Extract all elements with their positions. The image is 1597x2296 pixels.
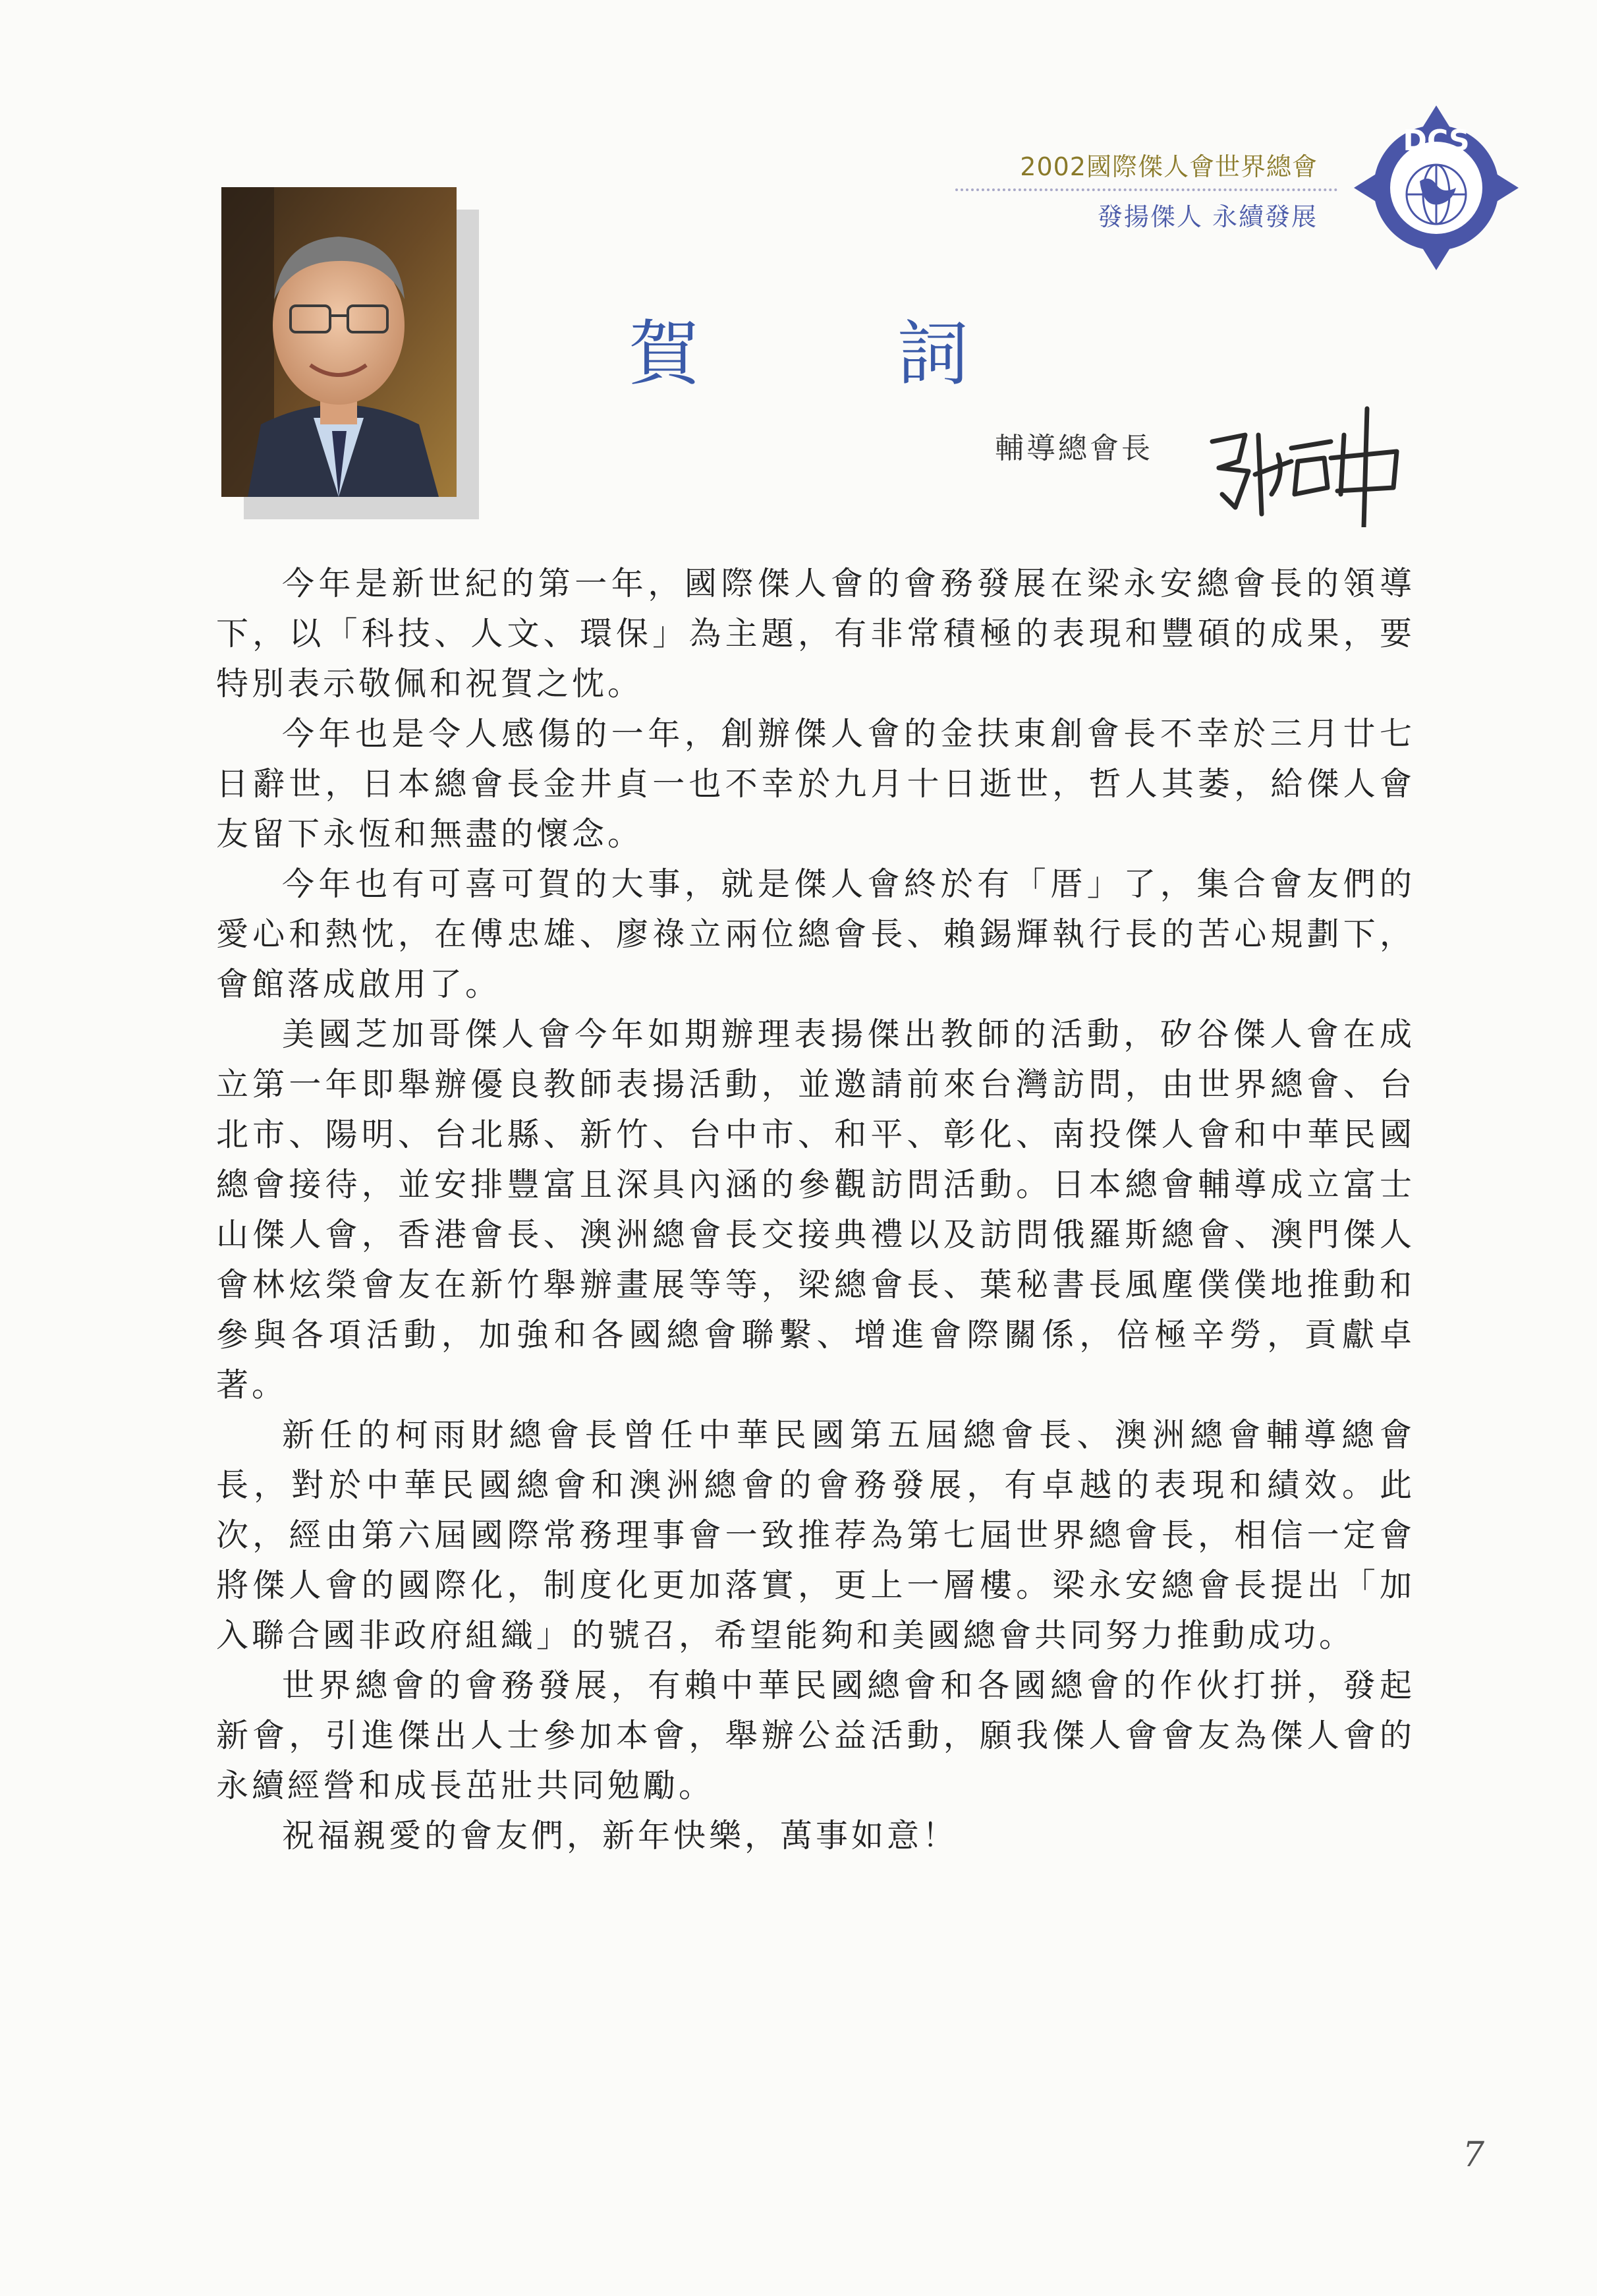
paragraph-6: 世界總會的會務發展，有賴中華民國總會和各國總會的作伙打拼，發起新會，引進傑出人士參加本會，舉辦公益活動，願我傑人會會友為傑人會的永續經營和成長茁壯共同勉勵。	[216, 1667, 1415, 1804]
title-char-2: 詞	[897, 313, 969, 395]
handwritten-signature	[1199, 395, 1416, 527]
header-org-name: 2002國際傑人會世界總會	[1020, 152, 1318, 181]
paragraph-2: 今年也是令人感傷的一年，創辦傑人會的金扶東創會長不幸於三月廿七日辭世，日本總會長金井貞一也不幸於九月十日逝世，哲人其萎，給傑人會友留下永恆和無盡的懷念。	[216, 715, 1415, 853]
page-title	[0, 297, 1597, 399]
author-role: 輔導總會長	[995, 432, 1153, 465]
title-char-1: 賀	[628, 313, 700, 395]
page-number: 7	[1463, 2135, 1485, 2175]
paragraph-1: 今年是新世紀的第一年，國際傑人會的會務發展在梁永安總會長的領導下，以「科技、人文、環保」為主題，有非常積極的表現和豐碩的成果，要特別表示敬佩和祝賀之忱。	[216, 565, 1415, 703]
letter-body	[216, 559, 1415, 1861]
dcs-logo	[1354, 105, 1519, 270]
paragraph-4: 美國芝加哥傑人會今年如期辦理表揚傑出教師的活動，矽谷傑人會在成立第一年即舉辦優良教師表揚活動，並邀請前來台灣訪問，由世界總會、台北市、陽明、台北縣、新竹、台中市、和平、彰化、南投傑人會和中華民國總會接待，並安排豐富且深具內涵的參觀訪問活動。日本總會輔導成立富士山傑人會，香港會長、澳洲總會長交接典禮以及訪問俄羅斯總會、澳門傑人會林炫榮會友在新竹舉辦畫展等等，梁總會長、葉秘書長風塵僕僕地推動和參與各項活動，加強和各國總會聯繫、增進會際關係，倍極辛勞，貢獻卓著。	[216, 1016, 1415, 1404]
paragraph-3: 今年也有可喜可賀的大事，就是傑人會終於有「厝」了，集合會友們的愛心和熱忱，在傅忠雄、廖祿立兩位總會長、賴錫輝執行長的苦心規劃下，會館落成啟用了。	[216, 865, 1415, 1003]
paragraph-7: 祝福親愛的會友們，新年快樂，萬事如意！	[282, 1817, 959, 1854]
logo-text: DCS	[1403, 124, 1470, 158]
paragraph-5: 新任的柯雨財總會長曾任中華民國第五屆總會長、澳洲總會輔導總會長，對於中華民國總會和澳洲總會的會務發展，有卓越的表現和績效。此次，經由第六屆國際常務理事會一致推荐為第七屆世界總會長，相信一定會將傑人會的國際化，制度化更加落實，更上一層樓。梁永安總會長提出「加入聯合國非政府組織」的號召，希望能夠和美國總會共同努力推動成功。	[216, 1416, 1415, 1654]
header-dotted-divider	[955, 188, 1337, 191]
header-slogan: 發揚傑人 永續發展	[1097, 202, 1318, 231]
